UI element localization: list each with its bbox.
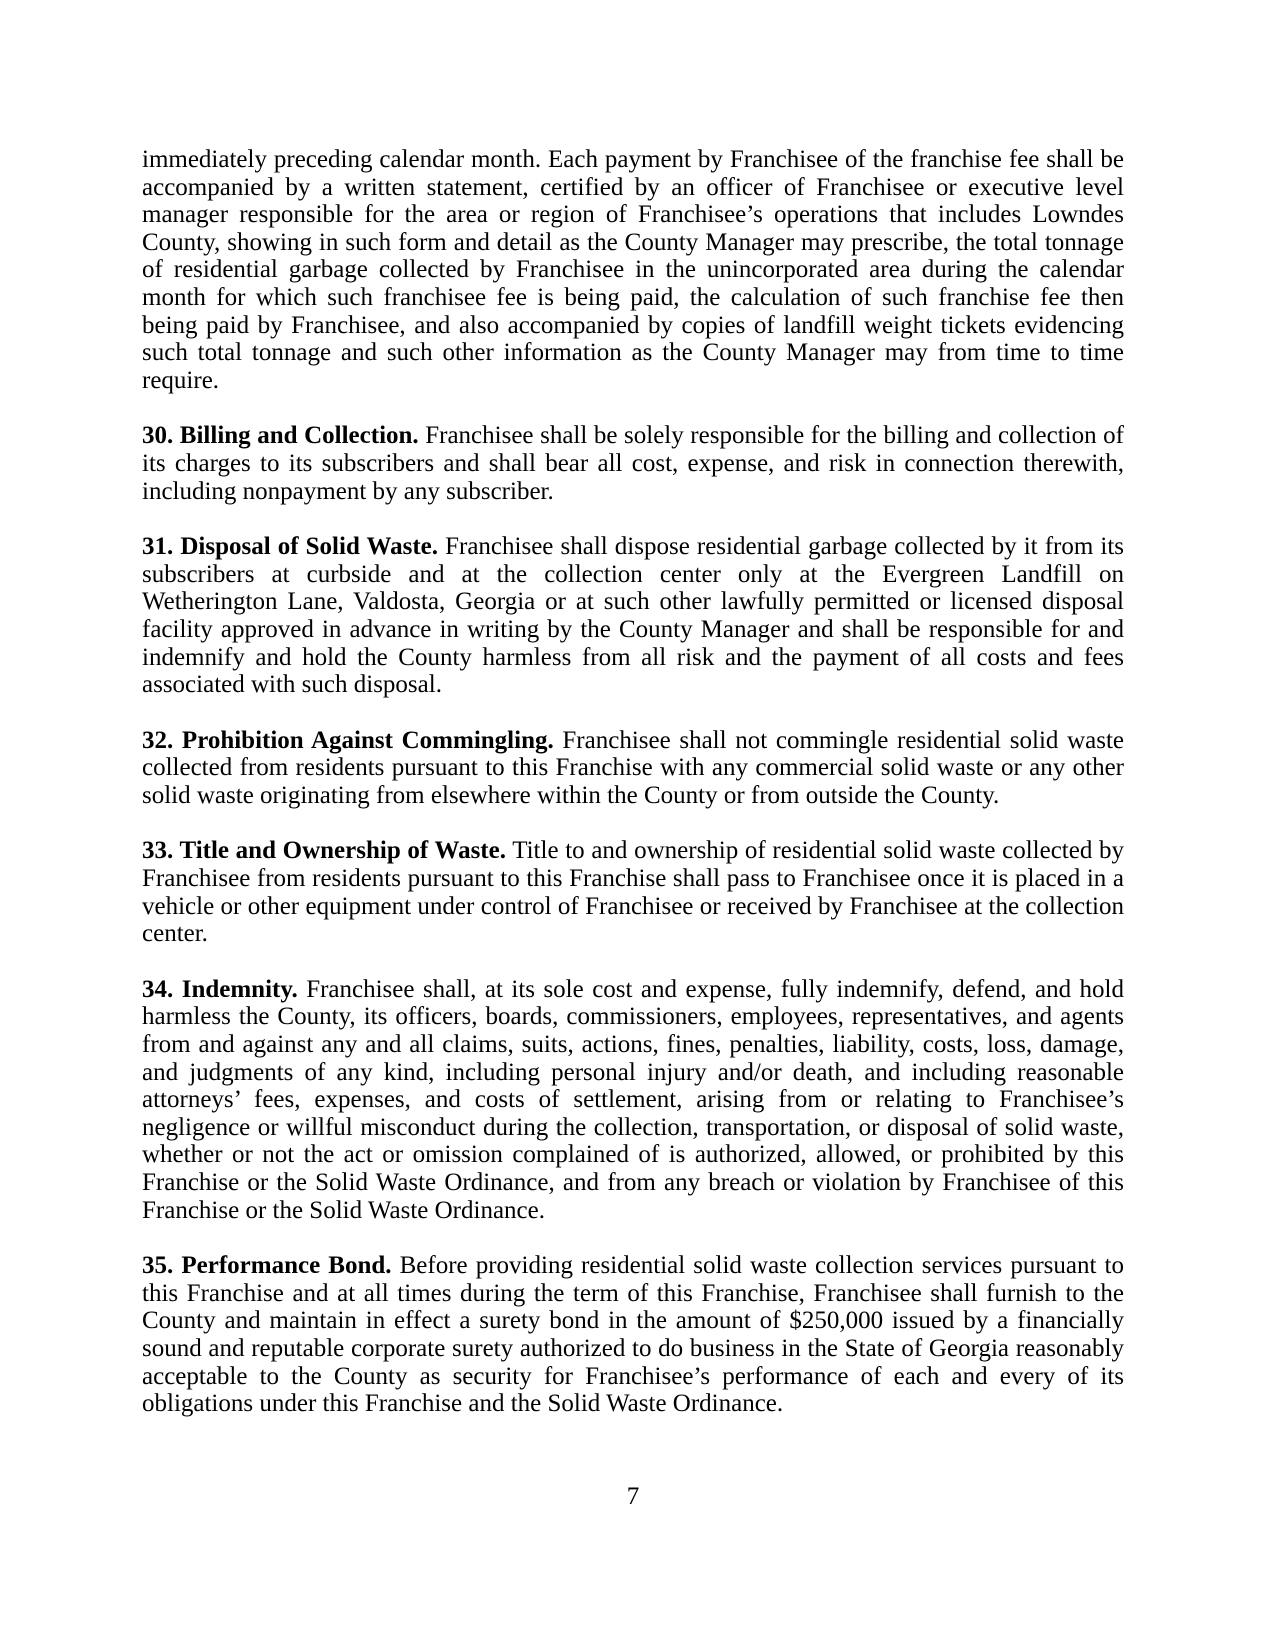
section-heading: 31. Disposal of Solid Waste. — [142, 533, 439, 561]
section-heading: 32. Prohibition Against Commingling. — [142, 726, 554, 754]
paragraph-indemnity — [142, 976, 1124, 1224]
paragraph-performance-bond — [142, 1252, 1124, 1418]
section-heading: 30. Billing and Collection. — [142, 422, 419, 450]
section-heading: 33. Title and Ownership of Waste. — [142, 837, 506, 865]
page-number: 7 — [626, 1483, 640, 1510]
section-heading: 34. Indemnity. — [142, 975, 298, 1003]
paragraph-disposal-of-solid-waste — [142, 533, 1124, 699]
paragraph-billing-and-collection — [142, 422, 1124, 505]
paragraph-prohibition-against-commingling — [142, 727, 1124, 810]
paragraph-text: Before providing residential solid waste collection services pursuant to this Franchise and at all times during the term of this Franchise, Franchisee shall furnish to the County and maintain in effect a surety bond in the amount of $250,000 issued by a financially sound and reputable corporate surety authorized to do business in the State of Georgia reasonably acceptable to the County as security for Franchisee’s performance of each and every of its obligations under this Franchise and the Solid Waste Ordinance. — [142, 1252, 1124, 1418]
section-heading: 35. Performance Bond. — [142, 1252, 392, 1280]
paragraph-text: immediately preceding calendar month. Each payment by Franchisee of the franchise fee shall be accompanied by a written statement, certified by an officer of Franchisee or executive level manager responsible for the area or region of Franchisee’s operations that includes Lowndes County, showing in such form and detail as the County Manager may prescribe, the total tonnage of residential garbage collected by Franchisee in the unincorporated area during the calendar month for which such franchisee fee is being paid, the calculation of such franchise fee then being paid by Franchisee, and also accompanied by copies of landfill weight tickets evidencing such total tonnage and such other information as the County Manager may from time to time require. — [142, 146, 1124, 394]
paragraph-continuation — [142, 146, 1124, 394]
paragraph-text: Franchisee shall dispose residential garbage collected by it from its subscribers at curbside and at the collection center only at the Evergreen Landfill on Wetherington Lane, Valdosta, Georgia or at such other lawfully permitted or licensed disposal facility approved in advance in writing by the County Manager and shall be responsible for and indemnify and hold the County harmless from all risk and the payment of all costs and fees associated with such disposal. — [142, 533, 1124, 699]
paragraph-text: Title to and ownership of residential solid waste collected by Franchisee from residents pursuant to this Franchise shall pass to Franchisee once it is placed in a vehicle or other equipment under control of Franchisee or received by Franchisee at the collection center. — [142, 837, 1124, 948]
paragraph-text: Franchisee shall be solely responsible for the billing and collection of its charges to its subscribers and shall bear all cost, expense, and risk in connection therewith, including nonpayment by any subscriber. — [142, 422, 1125, 505]
paragraph-text: Franchisee shall, at its sole cost and expense, fully indemnify, defend, and hold harmless the County, its officers, boards, commissioners, employees, representatives, and agents from and against any and all claims, suits, actions, fines, penalties, liability, costs, loss, damage, and judgments of any kind, including personal injury and/or death, and including reasonable attorneys’ fees, expenses, and costs of settlement, arising from or relating to Franchisee’s negligence or willful misconduct during the collection, transportation, or disposal of solid waste, whether or not the act or omission complained of is authorized, allowed, or prohibited by this Franchise or the Solid Waste Ordinance, and from any breach or violation by Franchisee of this Franchise or the Solid Waste Ordinance. — [142, 975, 1124, 1224]
paragraph-text: Franchisee shall not commingle residential solid waste collected from residents pursuant to this Franchise with any commercial solid waste or any other solid waste originating from elsewhere within the County or from outside the County. — [142, 726, 1125, 809]
paragraph-title-and-ownership-of-waste — [142, 837, 1124, 947]
